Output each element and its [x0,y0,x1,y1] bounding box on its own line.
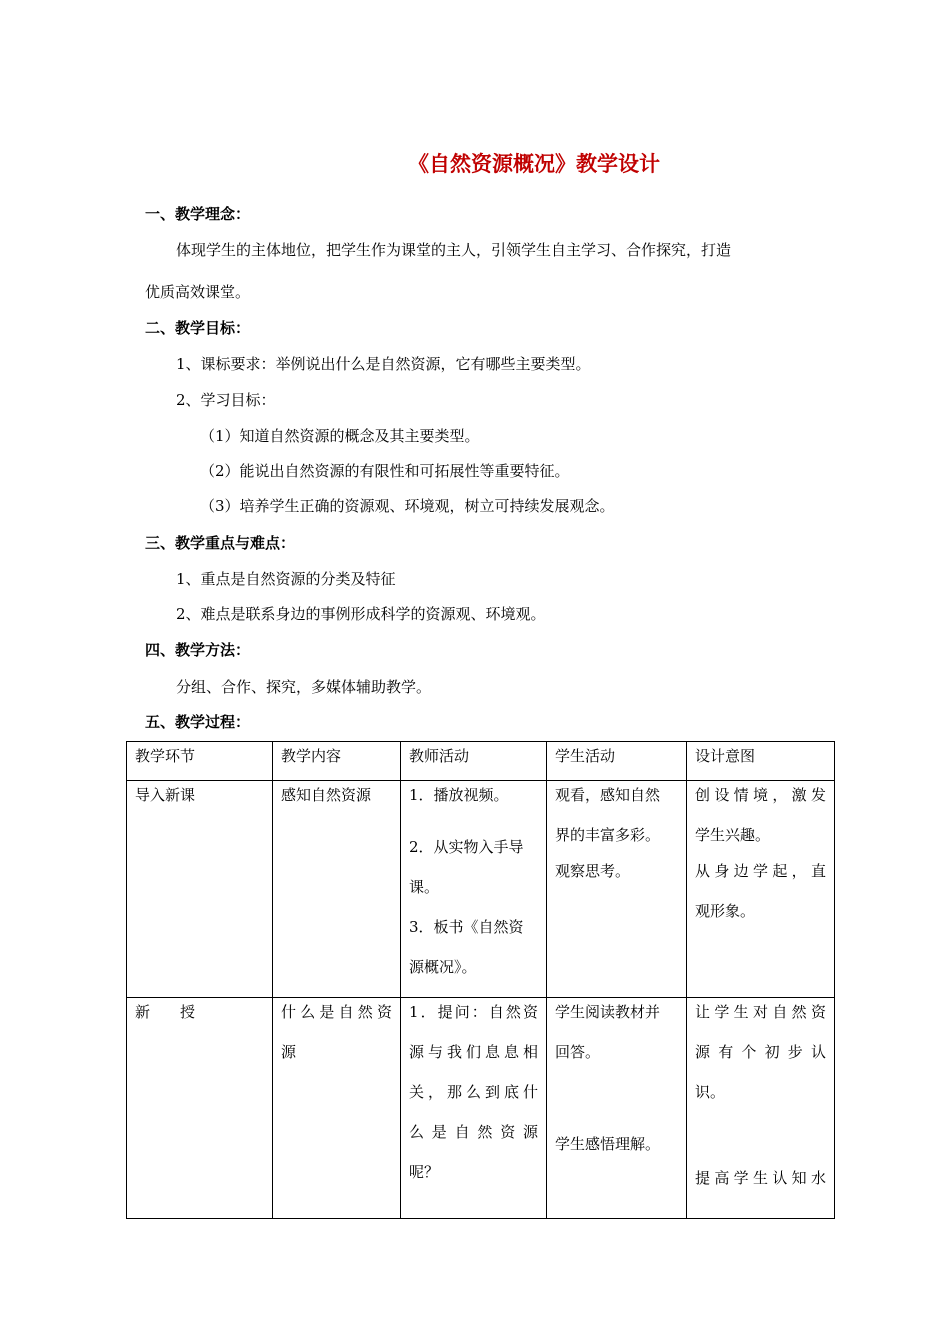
stage-cell [127,998,273,1219]
cell-line: 源概况》。 [409,958,477,976]
stage-cell [127,781,273,998]
list-item: 2、难点是联系身边的事例形成科学的资源观、环境观。 [176,605,546,623]
content-cell [273,998,401,1219]
cell-line: 回答。 [555,1043,601,1061]
teacher-activity-cell [401,998,547,1219]
table-header-cell: 教学内容 [273,742,401,781]
cell-line: 关，那么到底什 [409,1083,538,1101]
cell-line: 么是自然资源 [409,1123,538,1141]
cell-line: 呢？ [409,1163,440,1181]
sub-list-item: （3）培养学生正确的资源观、环境观，树立可持续发展观念。 [200,497,615,515]
cell-line: 观看，感知自然 [555,786,661,804]
cell-line: 提高学生认知水 [695,1169,826,1187]
page-title: 《自然资源概况》教学设计 [408,151,660,176]
paragraph-line: 优质高效课堂。 [145,283,251,301]
table-header-cell: 教师活动 [401,742,547,781]
cell-line: 学生兴趣。 [695,826,771,844]
section-heading-3: 三、教学重点与难点： [145,534,296,552]
cell-line: 1．提问：自然资 [409,1003,538,1021]
stage-text: 新 授 [135,1003,196,1021]
cell-line: 识。 [695,1083,726,1101]
cell-line: 源有个初步认 [695,1043,826,1061]
cell-line: 学生感悟理解。 [555,1135,661,1153]
cell-line: 3．板书《自然资 [409,918,524,936]
paragraph-line: 体现学生的主体地位，把学生作为课堂的主人，引领学生自主学习、合作探究，打造 [176,241,732,259]
cell-line: 什么是自然资 [281,1003,392,1021]
table-header-cell: 设计意图 [687,742,835,781]
teaching-process-table [126,741,835,1219]
design-intent-cell [687,998,835,1219]
cell-line: 从身边学起，直 [695,862,826,880]
paragraph-line: 分组、合作、探究，多媒体辅助教学。 [176,678,432,696]
table-header-cell: 学生活动 [547,742,687,781]
table-row [127,781,835,998]
section-heading-2: 二、教学目标： [145,319,251,337]
cell-line: 2．从实物入手导 [409,838,524,856]
cell-line: 观察思考。 [555,862,631,880]
table-row [127,998,835,1219]
section-heading-5: 五、教学过程： [145,713,251,731]
list-item: 1、课标要求：举例说出什么是自然资源，它有哪些主要类型。 [176,355,591,373]
cell-line: 学生阅读教材并 [555,1003,661,1021]
content-text: 感知自然资源 [281,786,372,804]
cell-line: 让学生对自然资 [695,1003,826,1021]
cell-line: 创设情境，激发 [695,786,826,804]
student-activity-cell [547,998,687,1219]
cell-line: 源与我们息息相 [409,1043,538,1061]
design-intent-cell [687,781,835,998]
student-activity-cell [547,781,687,998]
sub-list-item: （2）能说出自然资源的有限性和可拓展性等重要特征。 [200,462,570,480]
list-item: 1、重点是自然资源的分类及特征 [176,570,396,588]
content-cell [273,781,401,998]
sub-list-item: （1）知道自然资源的概念及其主要类型。 [200,427,480,445]
section-heading-4: 四、教学方法： [145,641,251,659]
stage-text: 导入新课 [135,786,196,804]
list-item: 2、学习目标： [176,391,276,409]
cell-line: 1．播放视频。 [409,786,509,804]
table-header-cell: 教学环节 [127,742,273,781]
cell-line: 观形象。 [695,902,756,920]
cell-line: 源 [281,1043,297,1061]
teacher-activity-cell [401,781,547,998]
section-heading-1: 一、教学理念： [145,205,251,223]
cell-line: 课。 [409,878,440,896]
cell-line: 界的丰富多彩。 [555,826,661,844]
